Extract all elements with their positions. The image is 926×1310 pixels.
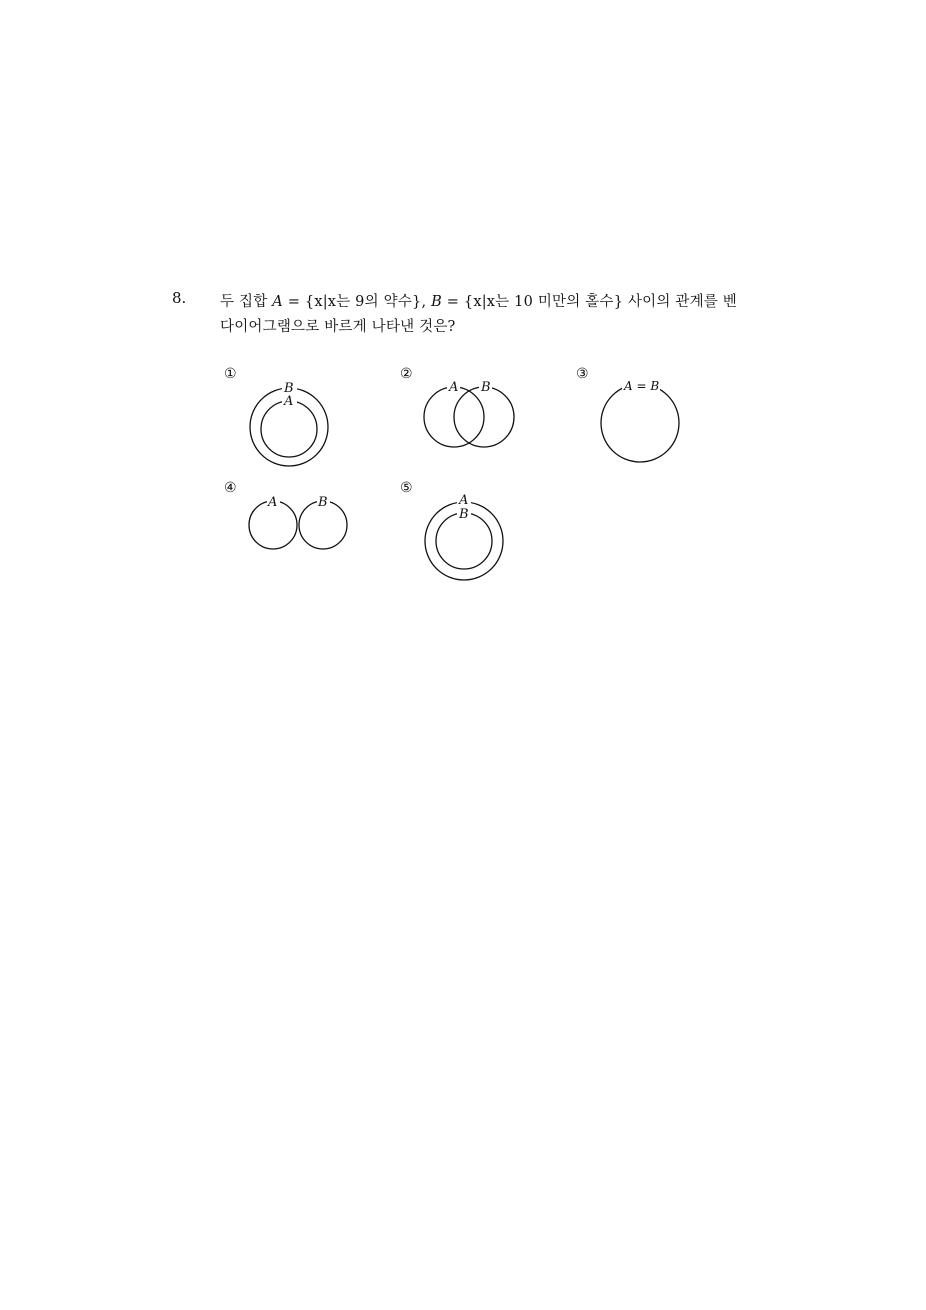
choice-1-outer-label: B <box>284 381 294 396</box>
choice-1-inner-label: A <box>284 394 294 409</box>
choice-5-marker[interactable]: ⑤ <box>400 480 413 496</box>
set-a-name: A <box>272 294 283 310</box>
question-line-1 <box>220 290 737 311</box>
choice-3-diagram[interactable] <box>596 376 686 466</box>
set-b-definition: = {x|x는 10 미만의 홀수} <box>441 294 624 310</box>
choice-2-marker[interactable]: ② <box>400 366 413 382</box>
choice-5-outer-label: A <box>459 493 469 508</box>
choice-1-marker[interactable]: ① <box>224 366 237 382</box>
choice-1-diagram[interactable] <box>240 376 340 476</box>
choice-5-inner-label: B <box>459 507 469 522</box>
choice-4-marker[interactable]: ④ <box>224 480 237 496</box>
choice-4-right-label: B <box>318 495 328 510</box>
question-suffix: 사이의 관계를 벤 <box>623 294 738 310</box>
choice-2-diagram[interactable] <box>418 376 522 452</box>
set-a-definition: = {x|x는 9의 약수}, <box>282 294 432 310</box>
choice-4-diagram[interactable] <box>244 490 354 554</box>
question-prefix: 두 집합 <box>220 294 273 310</box>
set-b-name: B <box>431 294 442 310</box>
choice-4-left-label: A <box>268 495 278 510</box>
choice-2-left-label: A <box>449 380 459 395</box>
problem-number: 8. <box>172 289 187 307</box>
question-line-2: 다이어그램으로 바르게 나타낸 것은? <box>220 319 456 335</box>
choice-2-right-label: B <box>481 380 491 395</box>
choice-3-circle <box>601 384 679 462</box>
choice-3-marker[interactable]: ③ <box>576 366 589 382</box>
choice-5-diagram[interactable] <box>416 488 512 584</box>
choice-1-inner-circle <box>261 401 317 457</box>
choice-3-label: A = B <box>624 379 660 393</box>
